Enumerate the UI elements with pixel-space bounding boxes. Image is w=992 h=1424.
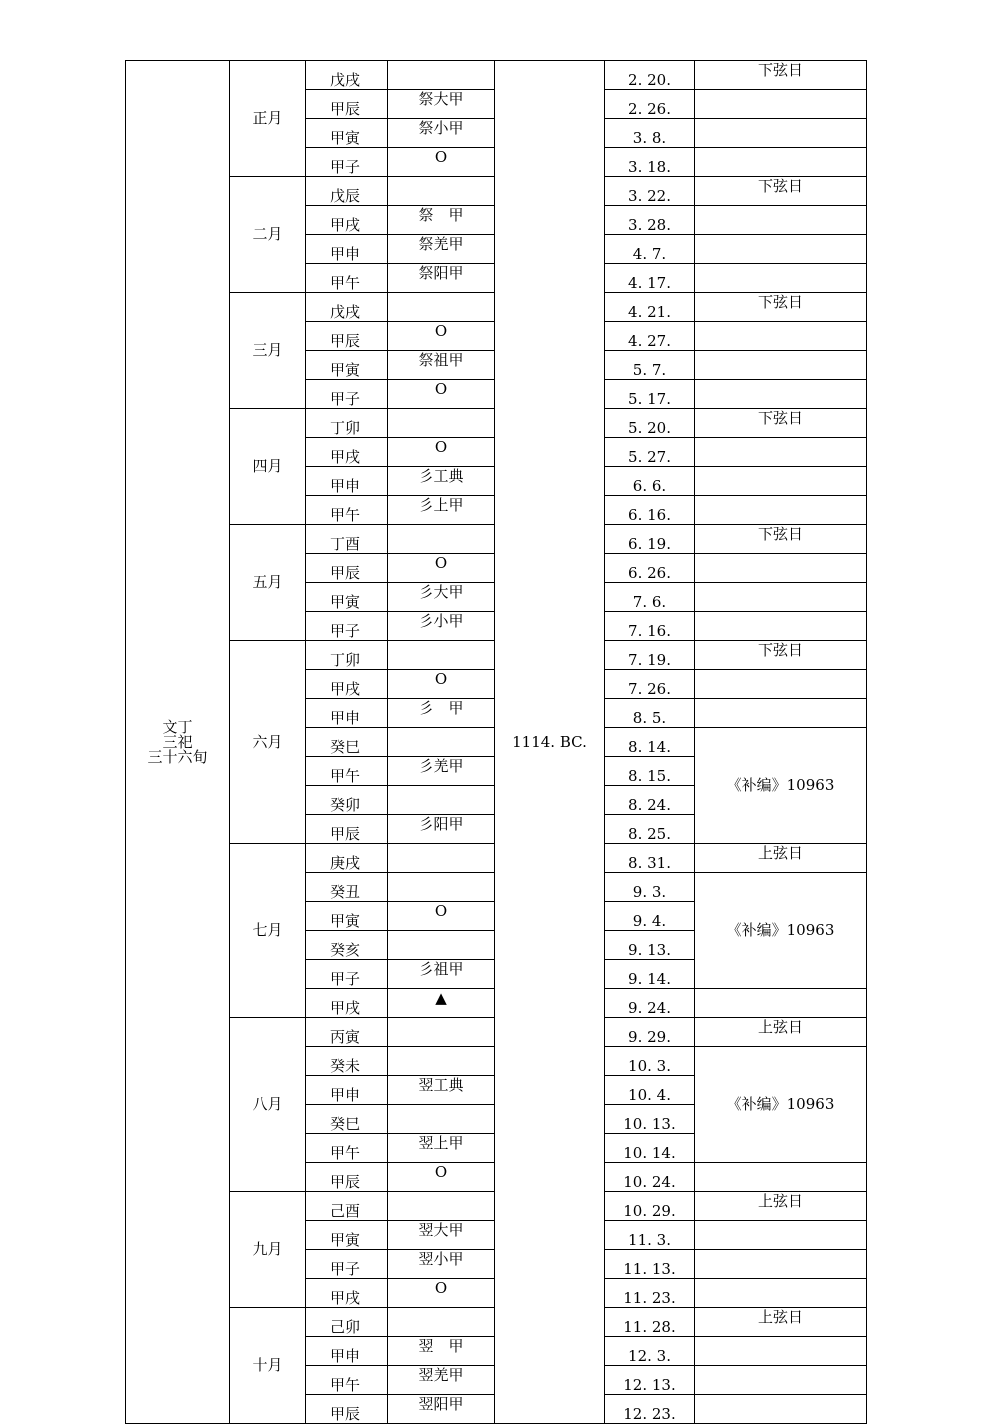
- note-cell: 上弦日: [695, 1018, 867, 1047]
- date-cell: 9. 13.: [605, 931, 695, 960]
- rite-cell: 彡阳甲: [388, 815, 495, 844]
- note-cell: 下弦日: [695, 525, 867, 554]
- rite-cell: [388, 786, 495, 815]
- note-cell: [695, 351, 867, 380]
- date-cell: 7. 26.: [605, 670, 695, 699]
- date-cell: 11. 28.: [605, 1308, 695, 1337]
- date-cell: 7. 16.: [605, 612, 695, 641]
- note-cell: [695, 380, 867, 409]
- date-cell: 3. 22.: [605, 177, 695, 206]
- date-cell: 8. 25.: [605, 815, 695, 844]
- ganzhi-cell: 戊辰: [306, 177, 388, 206]
- date-cell: 3. 8.: [605, 119, 695, 148]
- note-cell: [695, 1366, 867, 1395]
- note-cell: [695, 90, 867, 119]
- ganzhi-cell: 甲午: [306, 264, 388, 293]
- date-cell: 8. 31.: [605, 844, 695, 873]
- month-cell: 六月: [230, 641, 306, 844]
- rite-cell: 祭祖甲: [388, 351, 495, 380]
- ganzhi-cell: 甲子: [306, 1250, 388, 1279]
- note-cell: [695, 1395, 867, 1424]
- ganzhi-cell: 戊戌: [306, 61, 388, 90]
- rite-cell: [388, 409, 495, 438]
- rite-cell: [388, 844, 495, 873]
- note-cell: [695, 1221, 867, 1250]
- ganzhi-cell: 甲午: [306, 496, 388, 525]
- era-cell: [126, 61, 230, 1424]
- ganzhi-cell: 癸未: [306, 1047, 388, 1076]
- note-cell: [695, 322, 867, 351]
- note-cell: 《补编》10963: [695, 728, 867, 844]
- rite-cell: 祭大甲: [388, 90, 495, 119]
- table-row: [126, 61, 867, 90]
- date-cell: 5. 17.: [605, 380, 695, 409]
- note-cell: [695, 235, 867, 264]
- ganzhi-cell: 甲戌: [306, 438, 388, 467]
- rite-cell: [388, 525, 495, 554]
- month-cell: 三月: [230, 293, 306, 409]
- date-cell: 10. 13.: [605, 1105, 695, 1134]
- note-cell: [695, 1250, 867, 1279]
- rite-cell: 翌小甲: [388, 1250, 495, 1279]
- rite-cell: 翌工典: [388, 1076, 495, 1105]
- rite-cell: O: [388, 670, 495, 699]
- note-cell: 下弦日: [695, 177, 867, 206]
- ganzhi-cell: 癸卯: [306, 786, 388, 815]
- ganzhi-cell: 甲午: [306, 757, 388, 786]
- ganzhi-cell: 甲申: [306, 235, 388, 264]
- date-cell: 8. 14.: [605, 728, 695, 757]
- year-cell: 1114. BC.: [495, 61, 605, 1424]
- ganzhi-cell: 甲戌: [306, 206, 388, 235]
- note-cell: 上弦日: [695, 1308, 867, 1337]
- rite-cell: O: [388, 438, 495, 467]
- rite-cell: O: [388, 1279, 495, 1308]
- rite-cell: O: [388, 322, 495, 351]
- date-cell: 5. 20.: [605, 409, 695, 438]
- ganzhi-cell: 甲戌: [306, 670, 388, 699]
- ganzhi-cell: 甲辰: [306, 815, 388, 844]
- rite-cell: 彡羌甲: [388, 757, 495, 786]
- month-cell: 七月: [230, 844, 306, 1018]
- rite-cell: 翌 甲: [388, 1337, 495, 1366]
- ganzhi-cell: 甲寅: [306, 1221, 388, 1250]
- date-cell: 2. 20.: [605, 61, 695, 90]
- era-line: 三十六旬: [147, 747, 208, 766]
- note-cell: [695, 1163, 867, 1192]
- rite-cell: 彡小甲: [388, 612, 495, 641]
- rite-cell: 彡大甲: [388, 583, 495, 612]
- note-cell: [695, 670, 867, 699]
- date-cell: 3. 18.: [605, 148, 695, 177]
- ganzhi-cell: 丙寅: [306, 1018, 388, 1047]
- rite-cell: 彡工典: [388, 467, 495, 496]
- ganzhi-cell: 癸巳: [306, 1105, 388, 1134]
- rite-cell: [388, 177, 495, 206]
- rite-cell: [388, 1192, 495, 1221]
- date-cell: 9. 3.: [605, 873, 695, 902]
- date-cell: 8. 24.: [605, 786, 695, 815]
- rite-cell: O: [388, 902, 495, 931]
- note-cell: [695, 699, 867, 728]
- month-cell: 十月: [230, 1308, 306, 1424]
- note-cell: 下弦日: [695, 61, 867, 90]
- date-cell: 12. 23.: [605, 1395, 695, 1424]
- rite-cell: [388, 641, 495, 670]
- ganzhi-cell: 甲子: [306, 960, 388, 989]
- ganzhi-cell: 甲申: [306, 699, 388, 728]
- ganzhi-cell: 甲寅: [306, 351, 388, 380]
- note-cell: [695, 206, 867, 235]
- date-cell: 5. 27.: [605, 438, 695, 467]
- note-cell: [695, 583, 867, 612]
- ganzhi-cell: 丁卯: [306, 409, 388, 438]
- date-cell: 6. 6.: [605, 467, 695, 496]
- month-cell: 九月: [230, 1192, 306, 1308]
- ganzhi-cell: 甲戌: [306, 989, 388, 1018]
- rite-cell: 彡上甲: [388, 496, 495, 525]
- ganzhi-cell: 甲辰: [306, 90, 388, 119]
- ganzhi-cell: 甲辰: [306, 322, 388, 351]
- date-cell: 11. 23.: [605, 1279, 695, 1308]
- date-cell: 10. 4.: [605, 1076, 695, 1105]
- date-cell: 12. 3.: [605, 1337, 695, 1366]
- rite-cell: ▲: [388, 989, 495, 1018]
- rite-cell: [388, 61, 495, 90]
- ganzhi-cell: 甲寅: [306, 119, 388, 148]
- ganzhi-cell: 甲辰: [306, 1395, 388, 1424]
- date-cell: 4. 21.: [605, 293, 695, 322]
- calendar-table: [125, 60, 867, 1424]
- rite-cell: [388, 293, 495, 322]
- note-cell: [695, 438, 867, 467]
- date-cell: 9. 24.: [605, 989, 695, 1018]
- date-cell: 7. 19.: [605, 641, 695, 670]
- rite-cell: [388, 873, 495, 902]
- note-cell: [695, 467, 867, 496]
- ganzhi-cell: 甲午: [306, 1366, 388, 1395]
- ganzhi-cell: 甲辰: [306, 554, 388, 583]
- note-cell: 《补编》10963: [695, 873, 867, 989]
- rite-cell: 祭阳甲: [388, 264, 495, 293]
- rite-cell: 翌阳甲: [388, 1395, 495, 1424]
- rite-cell: [388, 1308, 495, 1337]
- rite-cell: O: [388, 148, 495, 177]
- date-cell: 11. 13.: [605, 1250, 695, 1279]
- month-cell: 正月: [230, 61, 306, 177]
- ganzhi-cell: 甲申: [306, 1337, 388, 1366]
- note-cell: [695, 119, 867, 148]
- note-cell: 下弦日: [695, 293, 867, 322]
- month-cell: 八月: [230, 1018, 306, 1192]
- rite-cell: 祭羌甲: [388, 235, 495, 264]
- note-cell: [695, 554, 867, 583]
- ganzhi-cell: 甲申: [306, 1076, 388, 1105]
- month-cell: 五月: [230, 525, 306, 641]
- date-cell: 8. 5.: [605, 699, 695, 728]
- rite-cell: O: [388, 1163, 495, 1192]
- date-cell: 8. 15.: [605, 757, 695, 786]
- ganzhi-cell: 丁卯: [306, 641, 388, 670]
- rite-cell: O: [388, 554, 495, 583]
- date-cell: 6. 16.: [605, 496, 695, 525]
- ganzhi-cell: 甲辰: [306, 1163, 388, 1192]
- date-cell: 4. 17.: [605, 264, 695, 293]
- note-cell: [695, 1337, 867, 1366]
- era-line: 三祀: [162, 732, 193, 751]
- date-cell: 4. 27.: [605, 322, 695, 351]
- date-cell: 9. 4.: [605, 902, 695, 931]
- date-cell: 3. 28.: [605, 206, 695, 235]
- month-cell: 二月: [230, 177, 306, 293]
- ganzhi-cell: 甲戌: [306, 1279, 388, 1308]
- rite-cell: 祭小甲: [388, 119, 495, 148]
- note-cell: [695, 264, 867, 293]
- ganzhi-cell: 庚戌: [306, 844, 388, 873]
- ganzhi-cell: 己卯: [306, 1308, 388, 1337]
- date-cell: 10. 14.: [605, 1134, 695, 1163]
- date-cell: 2. 26.: [605, 90, 695, 119]
- rite-cell: 祭 甲: [388, 206, 495, 235]
- ganzhi-cell: 丁酉: [306, 525, 388, 554]
- note-cell: 上弦日: [695, 844, 867, 873]
- ganzhi-cell: 甲申: [306, 467, 388, 496]
- date-cell: 6. 19.: [605, 525, 695, 554]
- rite-cell: 彡祖甲: [388, 960, 495, 989]
- rite-cell: [388, 1018, 495, 1047]
- era-line: 文丁: [162, 717, 193, 736]
- ganzhi-cell: 甲子: [306, 148, 388, 177]
- ganzhi-cell: 己酉: [306, 1192, 388, 1221]
- note-cell: [695, 496, 867, 525]
- date-cell: 10. 24.: [605, 1163, 695, 1192]
- note-cell: 上弦日: [695, 1192, 867, 1221]
- rite-cell: [388, 728, 495, 757]
- note-cell: 《补编》10963: [695, 1047, 867, 1163]
- month-cell: 四月: [230, 409, 306, 525]
- note-cell: 下弦日: [695, 641, 867, 670]
- ganzhi-cell: 戊戌: [306, 293, 388, 322]
- date-cell: 12. 13.: [605, 1366, 695, 1395]
- ganzhi-cell: 甲午: [306, 1134, 388, 1163]
- ganzhi-cell: 甲寅: [306, 902, 388, 931]
- ganzhi-cell: 甲寅: [306, 583, 388, 612]
- rite-cell: [388, 931, 495, 960]
- rite-cell: 翌大甲: [388, 1221, 495, 1250]
- rite-cell: [388, 1105, 495, 1134]
- date-cell: 9. 29.: [605, 1018, 695, 1047]
- note-cell: [695, 989, 867, 1018]
- date-cell: 11. 3.: [605, 1221, 695, 1250]
- note-cell: [695, 612, 867, 641]
- rite-cell: 彡 甲: [388, 699, 495, 728]
- ganzhi-cell: 癸亥: [306, 931, 388, 960]
- date-cell: 7. 6.: [605, 583, 695, 612]
- ganzhi-cell: 癸巳: [306, 728, 388, 757]
- date-cell: 5. 7.: [605, 351, 695, 380]
- note-cell: 下弦日: [695, 409, 867, 438]
- rite-cell: 翌上甲: [388, 1134, 495, 1163]
- note-cell: [695, 148, 867, 177]
- note-cell: [695, 1279, 867, 1308]
- date-cell: 10. 3.: [605, 1047, 695, 1076]
- ganzhi-cell: 癸丑: [306, 873, 388, 902]
- date-cell: 6. 26.: [605, 554, 695, 583]
- date-cell: 10. 29.: [605, 1192, 695, 1221]
- date-cell: 4. 7.: [605, 235, 695, 264]
- rite-cell: [388, 1047, 495, 1076]
- ganzhi-cell: 甲子: [306, 380, 388, 409]
- ganzhi-cell: 甲子: [306, 612, 388, 641]
- rite-cell: O: [388, 380, 495, 409]
- rite-cell: 翌羌甲: [388, 1366, 495, 1395]
- date-cell: 9. 14.: [605, 960, 695, 989]
